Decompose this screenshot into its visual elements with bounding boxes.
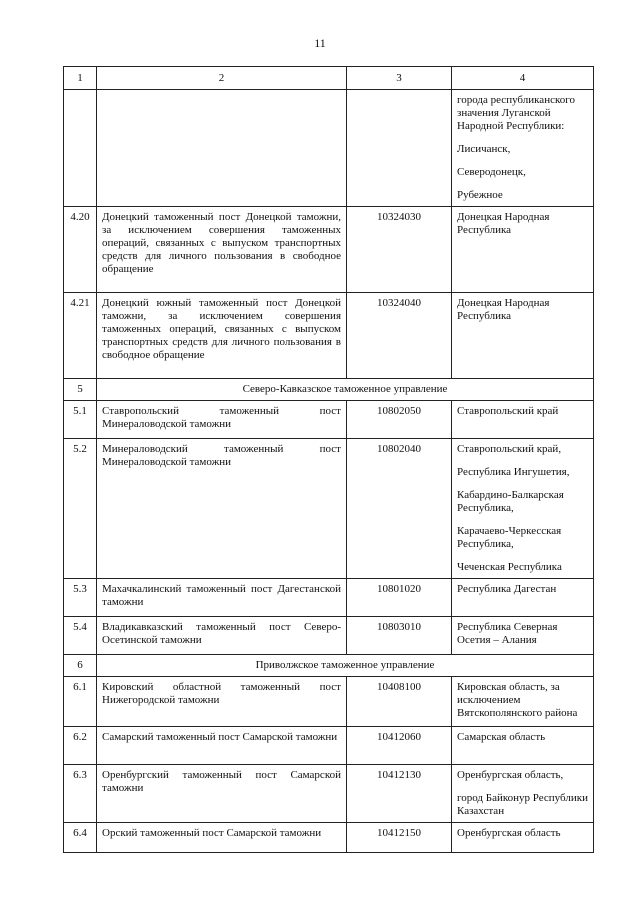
- row-number: 4.20: [64, 207, 97, 293]
- region-cell: [452, 765, 594, 823]
- customs-post-code: 10802050: [347, 401, 452, 439]
- row-number: 6.2: [64, 727, 97, 765]
- region-line: Донецкая Народная Республика: [457, 297, 550, 322]
- region-line: Кабардино-Балкарская Республика,: [457, 489, 564, 514]
- region-line: Республика Ингушетия,: [457, 466, 570, 478]
- table-row: [64, 293, 594, 379]
- table-row: [64, 823, 594, 853]
- row-number: 5.3: [64, 579, 97, 617]
- table-row: [64, 90, 594, 207]
- table-row: [64, 727, 594, 765]
- table-row: [64, 617, 594, 655]
- row-number: 5.2: [64, 439, 97, 579]
- row-number: 6.1: [64, 677, 97, 727]
- region-cell: [452, 439, 594, 579]
- customs-post-name: [97, 90, 347, 207]
- region-line: Оренбургская область,: [457, 769, 564, 781]
- customs-post-code: 10412060: [347, 727, 452, 765]
- table-body: [64, 67, 594, 853]
- row-number: 6.3: [64, 765, 97, 823]
- customs-post-name: Махачкалинский таможенный пост Дагестанской таможни: [97, 579, 347, 617]
- customs-post-code: 10324040: [347, 293, 452, 379]
- table-row: [64, 677, 594, 727]
- customs-post-name: Донецкий таможенный пост Донецкой таможни, за исключением совершения таможенных операций, связанных с выпуском транспортных средств для личного пользования в свободное обращение: [97, 207, 347, 293]
- region-line: Рубежное: [457, 189, 503, 201]
- table-row: [64, 207, 594, 293]
- section-row: [64, 379, 594, 401]
- region-cell: [452, 617, 594, 655]
- region-line: Республика Дагестан: [457, 583, 557, 595]
- header-row: [64, 67, 594, 90]
- customs-post-name: Донецкий южный таможенный пост Донецкой таможни, за исключением совершения таможенных операций, связанных с выпуском транспортных средств для личного пользования в свободное обращение: [97, 293, 347, 379]
- customs-posts-table: [63, 66, 594, 853]
- region-cell: [452, 90, 594, 207]
- row-number: 5.4: [64, 617, 97, 655]
- table-row: [64, 579, 594, 617]
- section-number: 5: [64, 379, 97, 401]
- customs-post-code: 10412150: [347, 823, 452, 853]
- region-line: Ставропольский край,: [457, 443, 562, 455]
- customs-post-code: 10802040: [347, 439, 452, 579]
- table-row: [64, 439, 594, 579]
- table-row: [64, 765, 594, 823]
- region-line: Чеченская Республика: [457, 561, 562, 573]
- table-row: [64, 401, 594, 439]
- customs-post-code: 10408100: [347, 677, 452, 727]
- section-row: [64, 655, 594, 677]
- region-line: Ставропольский край: [457, 405, 559, 417]
- customs-post-code: 10324030: [347, 207, 452, 293]
- section-number: 6: [64, 655, 97, 677]
- region-cell: [452, 823, 594, 853]
- customs-post-code: [347, 90, 452, 207]
- section-title: Северо-Кавказское таможенное управление: [97, 379, 594, 401]
- section-title: Приволжское таможенное управление: [97, 655, 594, 677]
- customs-post-code: 10412130: [347, 765, 452, 823]
- region-cell: [452, 727, 594, 765]
- region-line: Оренбургская область: [457, 827, 561, 839]
- region-line: Кировская область, за исключением Вятскополянского района: [457, 681, 578, 719]
- header-cell-2: 2: [97, 67, 347, 90]
- region-line: Самарская область: [457, 731, 546, 743]
- header-cell-3: 3: [347, 67, 452, 90]
- region-cell: [452, 293, 594, 379]
- customs-post-name: Владикавказский таможенный пост Северо-Осетинской таможни: [97, 617, 347, 655]
- region-line: Лисичанск,: [457, 143, 511, 155]
- customs-post-name: Оренбургский таможенный пост Самарской таможни: [97, 765, 347, 823]
- row-number: 5.1: [64, 401, 97, 439]
- header-cell-1: 1: [64, 67, 97, 90]
- header-cell-4: 4: [452, 67, 594, 90]
- region-line: Карачаево-Черкесская Республика,: [457, 525, 562, 550]
- region-cell: [452, 401, 594, 439]
- region-line: Донецкая Народная Республика: [457, 211, 550, 236]
- customs-post-code: 10801020: [347, 579, 452, 617]
- row-number: 4.21: [64, 293, 97, 379]
- region-cell: [452, 207, 594, 293]
- region-cell: [452, 579, 594, 617]
- customs-post-name: Кировский областной таможенный пост Нижегородской таможни: [97, 677, 347, 727]
- customs-post-name: Орский таможенный пост Самарской таможни: [97, 823, 347, 853]
- customs-post-code: 10803010: [347, 617, 452, 655]
- customs-post-name: Самарский таможенный пост Самарской таможни: [97, 727, 347, 765]
- row-number: 6.4: [64, 823, 97, 853]
- customs-post-name: Минераловодский таможенный пост Минераловодской таможни: [97, 439, 347, 579]
- region-line: город Байконур Республики Казахстан: [457, 792, 588, 817]
- row-number: [64, 90, 97, 207]
- region-line: города республиканского значения Луганской Народной Республики:: [457, 94, 575, 132]
- region-line: Республика Северная Осетия – Алания: [457, 621, 558, 646]
- page-number: 11: [314, 36, 326, 50]
- region-line: Северодонецк,: [457, 166, 526, 178]
- customs-post-name: Ставропольский таможенный пост Минераловодской таможни: [97, 401, 347, 439]
- region-cell: [452, 677, 594, 727]
